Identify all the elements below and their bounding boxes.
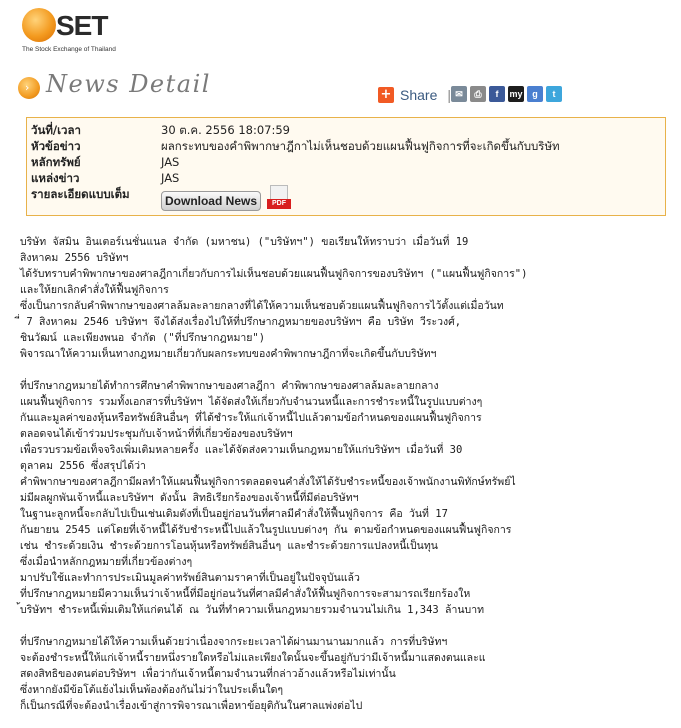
news-body-line: จะต้องชำระหนี้ให้แก่เจ้าหนี้รายหนึ่งรายใดหรือไม่และเพียงใดนั้นจะขึ้นอยู่กับว่ามีเจ้าหนี้มาแสดงตนและแ bbox=[20, 652, 486, 664]
source-label: แหล่งข่าว bbox=[31, 171, 80, 185]
news-body-line: มาปรับใช้และทำการประเมินมูลค่าทรัพย์สินตามราคาที่เป็นอยู่ในปัจจุบันแล้ว bbox=[20, 572, 360, 584]
share-label: Share bbox=[400, 87, 438, 103]
news-body-line: ชินวัฒน์ และเพียงพนอ จำกัด ("ที่ปรึกษากฎหมาย") bbox=[20, 332, 266, 344]
symbol-value: JAS bbox=[161, 155, 180, 169]
news-body-line: กันและมูลค่าของหุ้นหรือทรัพย์สินอื่นๆ ที่ได้ชำระให้แก่เจ้าหนี้ไปแล้วตามข้อกำหนดของแผนฟื้นฟูกิจการ bbox=[20, 412, 482, 424]
news-body-line: แผนฟื้นฟูกิจการ รวมทั้งเอกสารที่บริษัทฯ ได้จัดส่งให้เกี่ยวกับจำนวนหนี้และการชำระหนี้ในรูปแบบต่างๆ bbox=[20, 396, 483, 408]
source-value: JAS bbox=[161, 171, 180, 185]
set-logo[interactable] bbox=[22, 8, 182, 58]
twitter-icon[interactable]: t bbox=[546, 86, 562, 102]
news-body-line: ี่ 7 สิงหาคม 2546 บริษัทฯ จึงได้ส่งเรื่องไปให้ที่ปรึกษากฎหมายของบริษัทฯ คือ บริษัท วีระวงศ์, bbox=[20, 316, 462, 328]
news-body-line: คำพิพากษาของศาลฎีกามีผลทำให้แผนฟื้นฟูกิจการตลอดจนคำสั่งให้ได้รับชำระหนี้ของเจ้าพนักงานพิทักษ์ทรัพย์ไ bbox=[20, 476, 516, 488]
detail-label: รายละเอียดแบบเต็ม bbox=[31, 187, 130, 201]
news-body-line: กันยายน 2545 แต่โดยที่เจ้าหนี้ได้รับชำระหนี้ไปแล้วในรูปแบบต่างๆ กัน ตามข้อกำหนดของแผนฟื้นฟูกิจการ bbox=[20, 524, 512, 536]
news-body-line: ก็เป็นกรณีที่จะต้องนำเรื่องเข้าสู่การพิจารณาเพื่อหาข้อยุติกันในศาลแพ่งต่อไป bbox=[20, 700, 363, 712]
share-button[interactable] bbox=[378, 86, 451, 104]
news-body-line: เพื่อรวบรวมข้อเท็จจริงเพิ่มเติมหลายครั้ง และได้จัดส่งความเห็นกฎหมายให้แก่บริษัทฯ เมื่อวันที่ 30 bbox=[20, 444, 463, 456]
news-body-line: ที่ปรึกษากฎหมายได้ทำการศึกษาคำพิพากษาของศาลฎีกา คำพิพากษาของศาลล้มละลายกลาง bbox=[20, 380, 439, 392]
news-body-line: ซึ่งเมื่อนำหลักกฎหมายที่เกี่ยวข้องต่างๆ bbox=[20, 556, 193, 568]
print-icon[interactable]: ⎙ bbox=[470, 86, 486, 102]
pdf-icon[interactable] bbox=[267, 185, 291, 211]
news-body-line: ในฐานะลูกหนี้จะกลับไปเป็นเช่นเดิมดังที่เป็นอยู่ก่อนวันที่ศาลมีคำสั่งให้ฟื้นฟูกิจการ คือ วันที่ 17 bbox=[20, 508, 448, 520]
news-body-line: ซึ่งเป็นการกลับคำพิพากษาของศาลล้มละลายกลางที่ได้ให้ความเห็นชอบด้วยแผนฟื้นฟูกิจการไว้ตั้งแต่เมื่อวันท bbox=[20, 300, 504, 312]
news-body-line: ที่ปรึกษากฎหมายมีความเห็นว่าเจ้าหนี้ที่มีอยู่ก่อนวันที่ศาลมีคำสั่งให้ฟื้นฟูกิจการจะสามารถเรียกร้องให bbox=[20, 588, 471, 600]
news-body-line: ตลอดจนได้เข้าร่วมประชุมกับเจ้าหน้าที่ที่เกี่ยวข้องของบริษัทฯ bbox=[20, 428, 293, 440]
news-body-line: สดงสิทธิของตนต่อบริษัทฯ เพื่อว่ากันเจ้าหนี้ตามจำนวนที่กล่าวอ้างแล้วหรือไม่เท่านั้น bbox=[20, 668, 396, 680]
share-plus-icon: + bbox=[378, 87, 394, 103]
news-body-line: เช่น ชำระด้วยเงิน ชำระด้วยการโอนหุ้นหรือทรัพย์สินอื่นๆ และชำระด้วยการแปลงหนี้เป็นทุน bbox=[20, 540, 438, 552]
facebook-icon[interactable]: f bbox=[489, 86, 505, 102]
news-body-line: และให้ยกเลิกคำสั่งให้ฟื้นฟูกิจการ bbox=[20, 284, 169, 296]
pdf-tag: PDF bbox=[267, 199, 291, 209]
news-body-line: สิงหาคม 2556 บริษัทฯ bbox=[20, 252, 129, 264]
email-icon[interactable]: ✉ bbox=[451, 86, 467, 102]
news-body-line: บริษัท จัสมิน อินเตอร์เนชั่นแนล จำกัด (มหาชน) ("บริษัทฯ") ขอเรียนให้ทราบว่า เมื่อวันที่ 19 bbox=[20, 236, 469, 248]
myspace-icon[interactable]: my bbox=[508, 86, 524, 102]
news-body-line: ซึ่งหากยังมีข้อโต้แย้งไม่เห็นพ้องต้องกันไม่ว่าในประเด็นใดๆ bbox=[20, 684, 284, 696]
datetime-label: วันที่/เวลา bbox=[31, 123, 81, 137]
download-news-button[interactable]: Download News bbox=[161, 191, 261, 211]
symbol-label: หลักทรัพย์ bbox=[31, 155, 81, 169]
social-share-icons bbox=[451, 86, 562, 102]
news-body-line: ได้รับทราบคำพิพากษาของศาลฎีกาเกี่ยวกับการไม่เห็นชอบด้วยแผนฟื้นฟูกิจการของบริษัทฯ ("แผนฟื้นฟูกิจการ") bbox=[20, 268, 528, 280]
datetime-value: 30 ต.ค. 2556 18:07:59 bbox=[161, 123, 290, 137]
news-info-box bbox=[26, 117, 666, 216]
set-logo-emblem bbox=[22, 8, 56, 42]
google-icon[interactable]: g bbox=[527, 86, 543, 102]
set-logo-text: SET bbox=[56, 10, 108, 41]
chevron-right-icon: › bbox=[18, 77, 40, 99]
page-title: News Detail bbox=[46, 70, 211, 98]
news-body-line: ที่ปรึกษากฎหมายได้ให้ความเห็นด้วยว่าเนื่องจากระยะเวลาได้ผ่านมานานมากแล้ว การที่บริษัทฯ bbox=[20, 636, 448, 648]
news-body-line: ม่มีผลผูกพันเจ้าหนี้และบริษัทฯ ดังนั้น สิทธิเรียกร้องของเจ้าหนี้ที่มีต่อบริษัทฯ bbox=[20, 492, 359, 504]
news-body-line: ตุลาคม 2556 ซึ่งสรุปได้ว่า bbox=[20, 460, 146, 472]
headline-label: หัวข้อข่าว bbox=[31, 139, 81, 153]
headline-value: ผลกระทบของคำพิพากษาฎีกาไม่เห็นชอบด้วยแผนฟื้นฟูกิจการที่จะเกิดขึ้นกับบริษัท bbox=[161, 139, 560, 153]
set-logo-subtitle: The Stock Exchange of Thailand bbox=[22, 46, 116, 53]
news-body-line: ้บริษัทฯ ชำระหนี้เพิ่มเติมให้แก่ตนได้ ณ วันที่ทำความเห็นกฎหมายรวมจำนวนไม่เกิน 1,343 ล้านบาท bbox=[20, 604, 485, 616]
share-separator: | bbox=[447, 87, 451, 103]
news-body-line: พิจารณาให้ความเห็นทางกฎหมายเกี่ยวกับผลกระทบของคำพิพากษาฎีกาที่จะเกิดขึ้นกับบริษัทฯ bbox=[20, 348, 437, 360]
